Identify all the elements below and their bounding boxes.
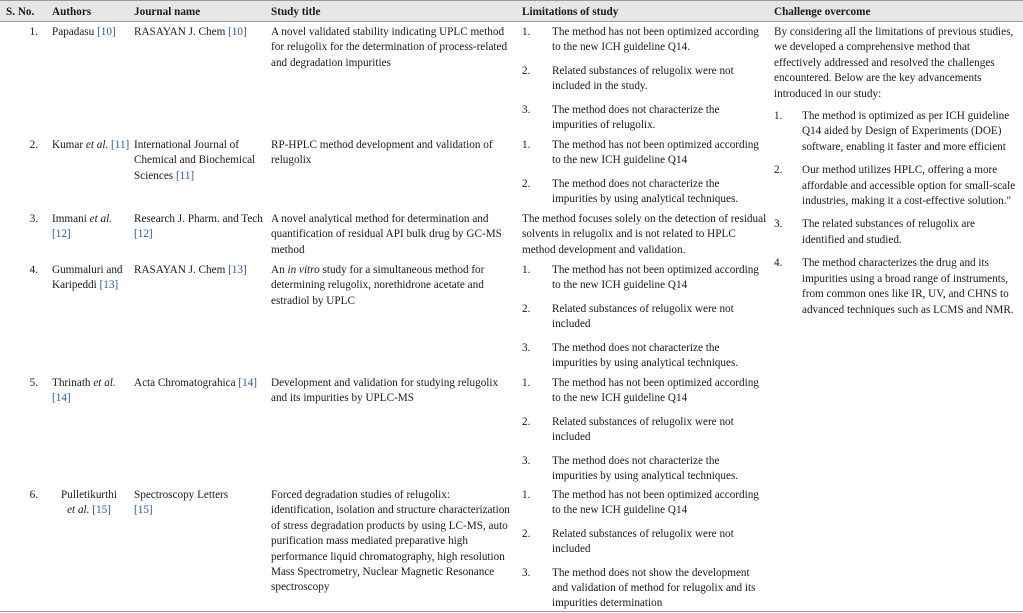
- row-journal: RASAYAN J. Chem [13]: [134, 264, 247, 276]
- citation-link[interactable]: [14]: [52, 392, 71, 405]
- row-study-title: RP-HPLC method development and validation of relugolix: [271, 139, 493, 167]
- citation-link[interactable]: [10]: [228, 26, 247, 38]
- list-item: 1. The method has not been optimized according to the new ICH guideline Q14.: [522, 26, 759, 54]
- row-limitations: [522, 488, 762, 613]
- row-journal: Research J. Pharm. and Tech [12]: [134, 213, 263, 241]
- row-authors: Thrinath et al. [14]: [52, 377, 116, 405]
- list-item: 2. Related substances of relugolix were not included: [522, 527, 734, 556]
- citation-link[interactable]: [14]: [238, 377, 258, 389]
- list-item: 3. The method does not show the development and validation of method for relugolix and its impurities determination: [522, 566, 756, 610]
- list-item: 3. The related substances of relugolix are identified and studied.: [774, 218, 976, 246]
- list-item: 4. The method characterizes the drug and its impurities using a broad range of instruments, from common ones like IR, UV, and CHNS to advanced techniques such as LCMS and NMR.: [774, 257, 1014, 316]
- row-journal: RASAYAN J. Chem [10]: [134, 26, 247, 38]
- citation-link[interactable]: [13]: [228, 264, 247, 276]
- list-item: 2. Related substances of relugolix were not included: [522, 415, 734, 444]
- row-number: 3.: [29, 213, 38, 225]
- header-limitations: Limitations of study: [522, 6, 619, 18]
- list-item: 3. The method does not characterize the impurities by using analytical techniques.: [522, 454, 739, 483]
- list-item: 2. Our method utilizes HPLC, offering a more affordable and accessible option for small-scale industries, making it a cost-effective solution.": [774, 164, 1016, 208]
- citation-link[interactable]: [12]: [52, 228, 71, 241]
- header-authors: Authors: [52, 6, 92, 18]
- citation-link[interactable]: [11]: [175, 169, 195, 182]
- row-authors: Kumar et al. [11]: [52, 139, 130, 151]
- row-limitations: [522, 25, 762, 141]
- row-study-title: A novel analytical method for determination and quantification of residual API bulk drug by GC-MS method: [271, 213, 502, 256]
- list-item: 3. The method does not characterize the impurities by using analytical techniques.: [522, 341, 739, 370]
- row-number: 5.: [29, 377, 38, 389]
- row-study-title: A novel validated stability indicating UPLC method for relugolix for the determination of process-related and degradation impurities: [271, 26, 508, 69]
- row-limitations: [522, 263, 762, 379]
- row-study-title: Development and validation for studying relugolix and its impurities by UPLC-MS: [271, 377, 499, 405]
- list-item: 3. The method does not characterize the impurities of relugolix.: [522, 103, 720, 132]
- row-number: 6.: [29, 489, 38, 501]
- row-limitations: [522, 138, 762, 216]
- list-item: 1. The method has not been optimized according to the new ICH guideline Q14: [522, 264, 759, 292]
- table-bottom-rule: [0, 611, 1023, 612]
- list-item: 2. Related substances of relugolix were not included in the study.: [522, 64, 734, 93]
- citation-link[interactable]: [11]: [111, 139, 130, 151]
- challenge-intro: By considering all the limitations of previous studies, we developed a comprehensive method that effectively addressed and resolved the challenges encountered. Below are the key advancements introduced in our study:: [774, 26, 1014, 100]
- citation-link[interactable]: [10]: [97, 26, 116, 38]
- row-journal: International Journal of Chemical and Biochemical Sciences [11]: [134, 139, 256, 182]
- row-limitations: [522, 376, 762, 492]
- list-item: 2. Related substances of relugolix were not included: [522, 302, 734, 331]
- challenge-overcome-cell: [774, 25, 1019, 326]
- header-sno: S. No.: [6, 6, 35, 18]
- list-item: 1. The method is optimized as per ICH guideline Q14 aided by Design of Experiments (DOE) software, enabling it faster and more efficient: [774, 110, 1010, 153]
- citation-link[interactable]: [15]: [92, 504, 111, 517]
- row-number: 2.: [29, 139, 38, 151]
- header-challenge: Challenge overcome: [774, 6, 871, 18]
- table-header-row: [0, 0, 1023, 22]
- row-study-title: Forced degradation studies of relugolix: identification, isolation and structure characterization of stress degradation products by using LC-MS, auto purification mass mediated preparative high performance liquid chromatography, high resolution Mass Spectrometry, Nuclear Magnetic Resonance spectroscopy: [271, 489, 510, 594]
- row-authors: Immani et al. [12]: [52, 213, 112, 241]
- row-authors: Papadasu [10]: [52, 26, 116, 38]
- row-authors: Gummaluri and Karipeddi [13]: [52, 264, 123, 292]
- list-item: 1. The method has not been optimized according to the new ICH guideline Q14: [522, 489, 759, 517]
- citation-link[interactable]: [13]: [99, 279, 119, 292]
- header-study-title: Study title: [271, 6, 321, 18]
- list-item: 1. The method has not been optimized according to the new ICH guideline Q14: [522, 377, 759, 405]
- row-number: 4.: [29, 264, 38, 276]
- row-limitations: The method focuses solely on the detection of residual solvents in relugolix and is not related to HPLC method development and validation.: [522, 213, 767, 256]
- row-number: 1.: [29, 26, 38, 38]
- list-item: 2. The method does not characterize the impurities by using analytical techniques.: [522, 177, 739, 206]
- row-study-title: An in vitro study for a simultaneous method for determining relugolix, norethidrone acetate and estradiol by UPLC: [271, 264, 485, 307]
- row-journal: Spectroscopy Letters [15]: [134, 489, 229, 517]
- citation-link[interactable]: [12]: [134, 228, 153, 241]
- header-journal: Journal name: [134, 6, 201, 18]
- row-authors: Pulletikurthi et al. [15]: [61, 489, 117, 517]
- list-item: 1. The method has not been optimized according to the new ICH guideline Q14: [522, 139, 759, 167]
- row-journal: Acta Chromatograhica [14]: [134, 377, 258, 389]
- citation-link[interactable]: [15]: [134, 504, 153, 517]
